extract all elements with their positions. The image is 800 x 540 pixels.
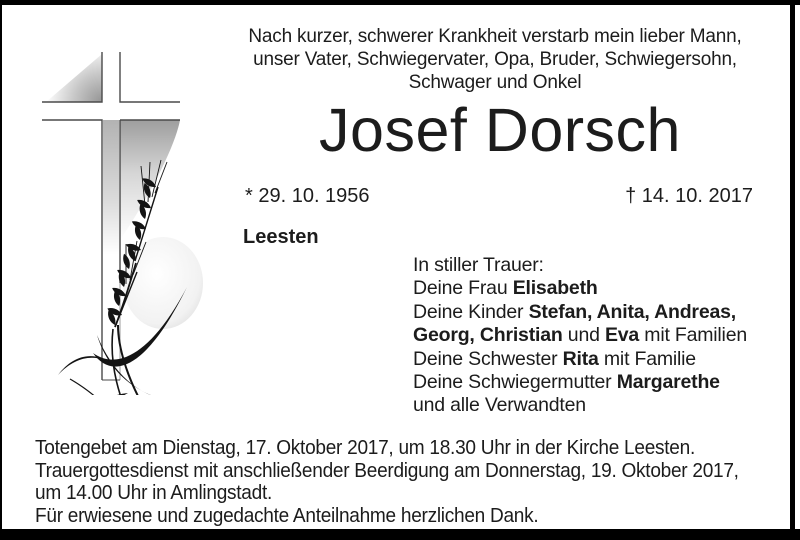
mourning-line: Deine Kinder Stefan, Anita, Andreas, xyxy=(413,300,736,323)
intro-line: Nach kurzer, schwerer Krankheit verstarb mein lieber Mann, xyxy=(248,26,742,47)
mourning-line: Deine Schwester Rita mit Familie xyxy=(413,347,696,370)
frame-border-top xyxy=(0,0,800,5)
death-date: † 14. 10. 2017 xyxy=(625,185,753,207)
funeral-line: um 14.00 Uhr in Amlingstadt. xyxy=(35,481,272,505)
intro-text xyxy=(228,25,762,94)
mourning-line: Georg, Christian und Eva mit Familien xyxy=(413,324,747,347)
frame-border-bottom xyxy=(0,529,800,540)
funeral-line: Für erwiesene und zugedachte Anteilnahme herzlichen Dank. xyxy=(35,503,539,527)
funeral-line: Trauergottesdienst mit anschließender Beerdigung am Donnerstag, 19. Oktober 2017, xyxy=(35,458,739,482)
place-name: Leesten xyxy=(243,226,319,248)
intro-line: Schwager und Onkel xyxy=(408,72,582,93)
mourning-line: und alle Verwandten xyxy=(413,394,586,417)
frame-border-left xyxy=(0,0,2,540)
mourning-block xyxy=(413,254,783,418)
mourning-heading: In stiller Trauer: xyxy=(413,254,544,276)
deceased-name: Josef Dorsch xyxy=(319,96,681,164)
cross-wheat-sun-icon xyxy=(15,35,215,395)
mourning-line: Deine Frau Elisabeth xyxy=(413,277,598,300)
birth-date: * 29. 10. 1956 xyxy=(245,185,370,207)
mourning-line: Deine Schwiegermutter Margarethe xyxy=(413,371,720,394)
funeral-info xyxy=(35,437,800,527)
dates-row xyxy=(245,184,753,208)
intro-line: unser Vater, Schwiegervater, Opa, Bruder, Schwiegersohn, xyxy=(253,49,737,70)
funeral-line: Totengebet am Dienstag, 17. Oktober 2017, um 18.30 Uhr in der Kirche Leesten. xyxy=(35,436,695,459)
